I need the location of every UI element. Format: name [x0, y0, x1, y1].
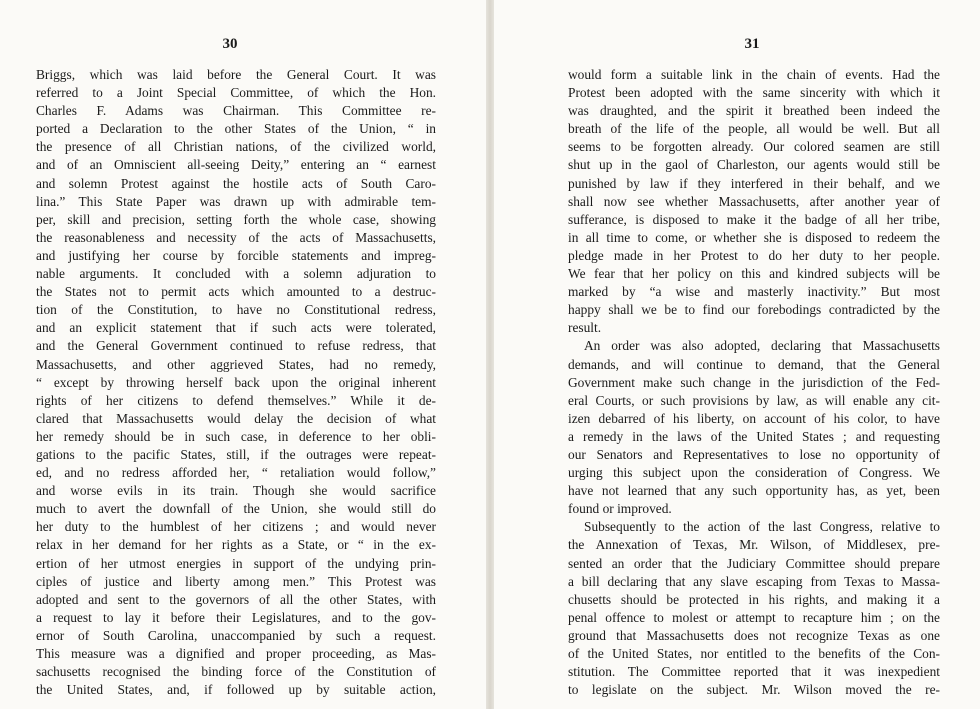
text-line: a remedy in the laws of the United States ; and requesting: [568, 428, 940, 444]
text-line: ground that Massachusetts does not recognize Texas as one: [568, 627, 940, 643]
text-line: stitution. The Committee reported that it was inexpedient: [568, 664, 940, 680]
text-line: and the General Government continued to refuse redress, that: [36, 338, 436, 354]
text-line: and solemn Protest against the hostile acts of South Caro-: [36, 175, 436, 191]
text-line: ertion of her utmost energies in support of the undying prin-: [36, 555, 436, 571]
text-line: relax in her demand for her rights as a State, or “ in the ex-: [36, 537, 436, 553]
text-line: Massachusetts, and other aggrieved States, had no remedy,: [36, 356, 436, 372]
text-line: ciples of justice and liberty among men.” This Protest was: [36, 573, 436, 589]
text-line: Subsequently to the action of the last Congress, relative to: [584, 519, 940, 535]
text-line: per, skill and precision, setting forth the whole case, showing: [36, 211, 436, 227]
left-page: [0, 0, 486, 709]
text-line: result.: [568, 320, 602, 336]
text-line: much to avert the downfall of the Union, she would still do: [36, 501, 436, 517]
text-line: shut up in the gaol of Charleston, our agents would still be: [568, 157, 940, 173]
text-line: ernor of South Carolina, unaccompanied by such a request.: [36, 627, 436, 643]
text-line: sachusetts recognised the binding force of the Constitution of: [36, 664, 436, 680]
text-line: pledge made in her Protest to do her duty to her people.: [568, 247, 940, 263]
text-line: nable arguments. It concluded with a solemn adjuration to: [36, 266, 436, 282]
text-line: a bill declaring that any slave escaping from Texas to Massa-: [568, 573, 940, 589]
text-line: happy shall we be to find our forebodings contradicted by the: [568, 302, 940, 318]
text-line: eral Courts, or such provisions by law, as will enable any cit-: [568, 392, 940, 408]
text-line: marked by “a wise and masterly inactivity.” But most: [568, 284, 940, 300]
page-number-left: 30: [222, 36, 238, 52]
text-line: of the United States, nor entitled to the benefits of the Con-: [568, 646, 940, 661]
right-page: [494, 0, 980, 709]
text-line: This measure was a dignified and proper proceeding, as Mas-: [36, 646, 436, 661]
text-line: her remedy should be in such case, in deference to her obli-: [36, 428, 436, 444]
text-line: We fear that her policy on this and kindred subjects will be: [568, 266, 940, 282]
text-line: Briggs, which was laid before the General Court. It was: [36, 67, 436, 82]
text-line: breath of the life of the people, all would be well. But all: [568, 121, 940, 137]
text-line: chusetts should be protected in his rights, and making it a: [568, 591, 940, 607]
right-page-text: [568, 66, 940, 699]
text-line: rights of her citizens to defend themselves.” While it de-: [36, 392, 436, 408]
text-line: seems to be forgotten already. Our colored seamen are still: [568, 139, 940, 155]
text-line: sufferance, is disposed to make it the badge of all her tribe,: [568, 211, 940, 227]
text-line: Government make such change in the jurisdiction of the Fed-: [568, 374, 940, 390]
text-line: a request to lay it before their Legislatures, and to the gov-: [36, 609, 436, 625]
text-line: the presence of all Christian nations, of the civilized world,: [36, 139, 436, 155]
text-line: gations to the pacific States, still, if the outrages were repeat-: [36, 446, 436, 462]
text-line: ported a Declaration to the other States of the Union, “ in: [36, 121, 436, 137]
text-line: would form a suitable link in the chain of events. Had the: [568, 67, 940, 82]
text-line: sented an order that the Judiciary Committee should prepare: [568, 555, 940, 571]
text-line: and an explicit statement that if such acts were tolerated,: [36, 320, 436, 336]
text-line: Charles F. Adams was Chairman. This Committee re-: [36, 103, 436, 119]
text-line: her duty to the humblest of her citizens ; and would never: [36, 519, 436, 535]
book-gutter: [486, 0, 494, 709]
text-line: have not learned that any such opportunity has, as yet, been: [568, 483, 940, 499]
page-number-right: 31: [744, 36, 760, 52]
text-line: the reasonableness and necessity of the acts of Massachusetts,: [36, 229, 436, 245]
left-page-text: [36, 66, 436, 699]
text-line: tion of the Constitution, to have no Constitutional redress,: [36, 302, 436, 318]
text-line: referred to a Joint Special Committee, of which the Hon.: [36, 85, 436, 101]
text-line: izen debarred of his liberty, on account of his color, to have: [568, 410, 940, 426]
text-line: to legislate on the subject. Mr. Wilson moved the re-: [568, 682, 940, 698]
text-line: found or improved.: [568, 501, 672, 517]
text-line: Protest been adopted with the same sincerity with which it: [568, 85, 940, 101]
text-line: clared that Massachusetts would delay the decision of what: [36, 410, 436, 426]
text-line: the Annexation of Texas, Mr. Wilson, of Middlesex, pre-: [568, 537, 940, 553]
text-line: penal offence to molest or attempt to recapture him ; on the: [568, 609, 940, 625]
text-line: and worse evils in its train. Though she would sacrifice: [36, 483, 436, 499]
text-line: in all time to come, or whether she is disposed to redeem the: [568, 229, 940, 245]
text-line: ed, and no redress afforded her, “ retaliation would follow,”: [36, 465, 436, 481]
text-line: adopted and sent to the governors of all the other States, with: [36, 591, 436, 607]
text-line: demands, and will continue to demand, that the General: [568, 356, 940, 372]
text-line: lina.” This State Paper was drawn up with admirable tem-: [36, 193, 436, 209]
text-line: was draughted, and the spirit it breathed been indeed the: [568, 103, 940, 119]
text-line: our Senators and Representatives to lose no opportunity of: [568, 446, 940, 462]
text-line: the United States, and, if followed up by suitable action,: [36, 682, 436, 698]
text-line: and justifying her course by forcible statements and impreg-: [36, 247, 436, 263]
text-line: shall now see whether Massachusetts, after another year of: [568, 193, 940, 209]
text-line: punished by law if they interfered in their behalf, and we: [568, 175, 940, 191]
text-line: and of an Omniscient all-seeing Deity,” entering an “ earnest: [36, 157, 436, 173]
text-line: “ except by throwing herself back upon the original inherent: [36, 374, 436, 390]
text-line: the States not to permit acts which amounted to a destruc-: [36, 284, 436, 300]
text-line: urging this subject upon the consideration of Congress. We: [568, 465, 940, 481]
text-line: An order was also adopted, declaring that Massachusetts: [584, 338, 940, 354]
